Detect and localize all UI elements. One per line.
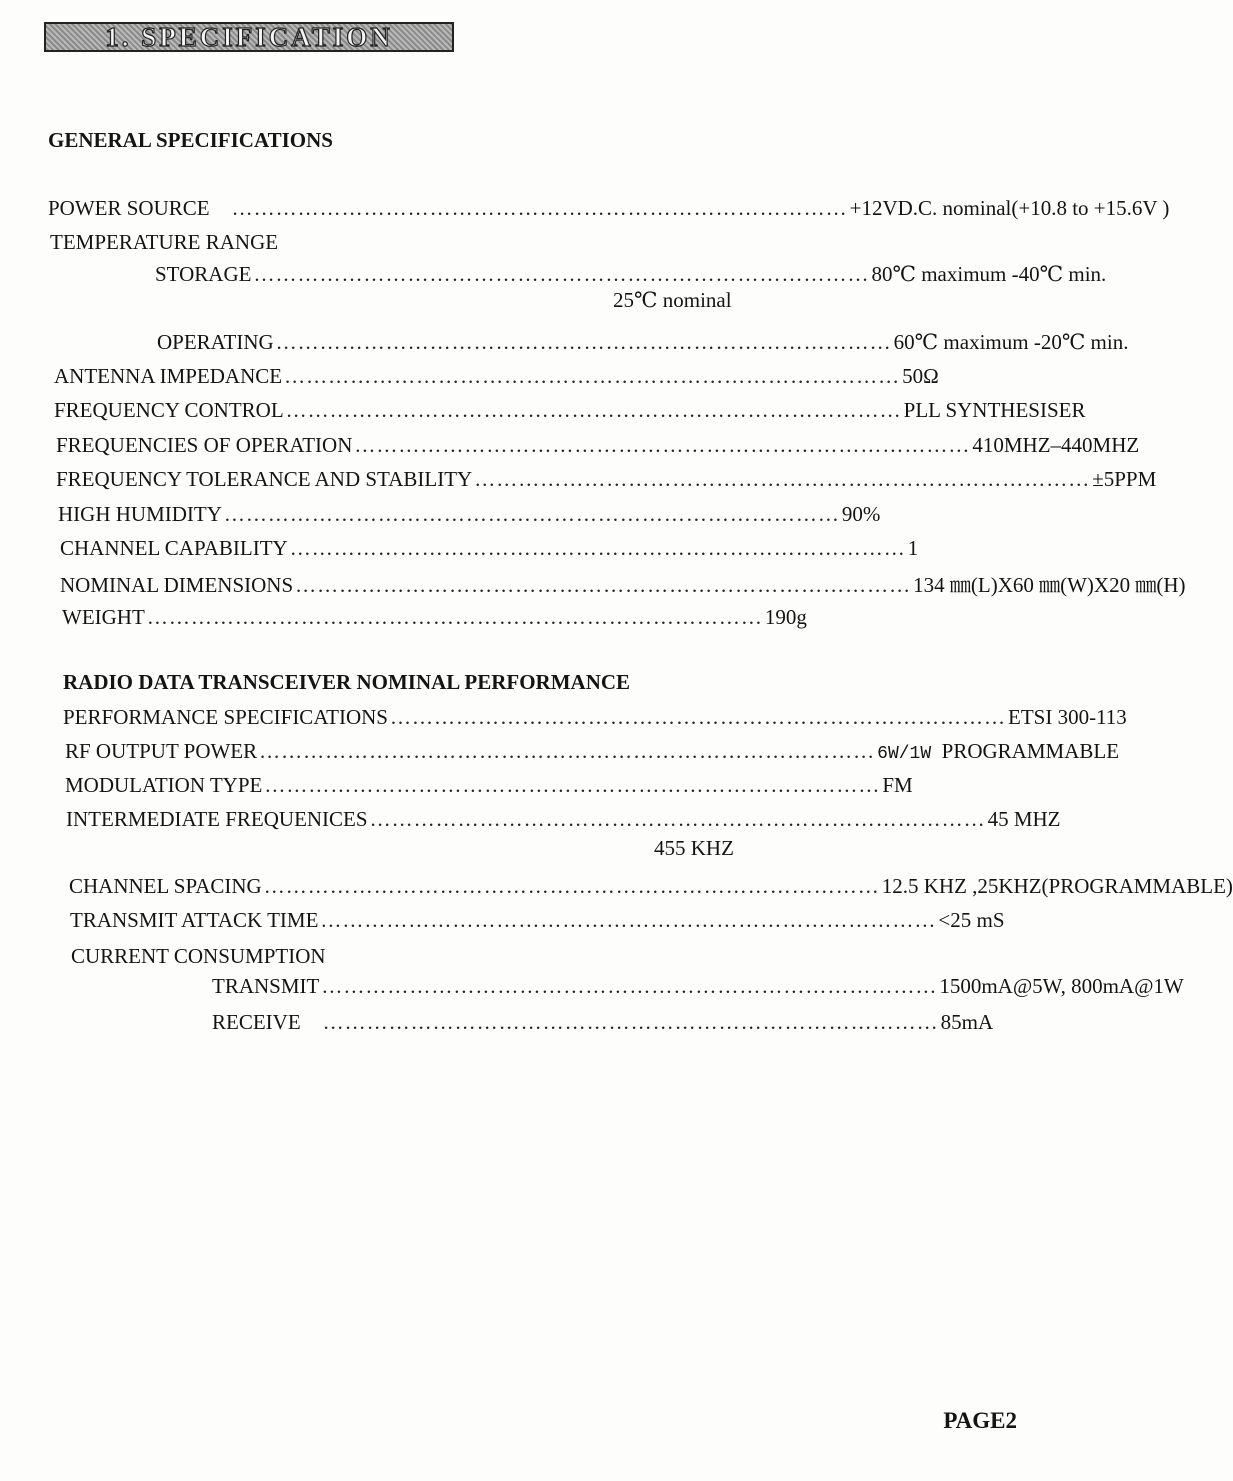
spec-storage-nominal: 25℃ nominal <box>613 288 732 312</box>
spec-nominal-dimensions <box>60 569 1186 597</box>
spec-label: ANTENNA IMPEDANCE <box>54 364 283 388</box>
spec-value: 60℃ maximum -20℃ min. <box>893 330 1129 354</box>
spec-channel-capability <box>60 536 919 562</box>
spec-transmit-attack-time <box>70 908 1005 934</box>
dot-leader: ………………………………………………………………………… <box>231 196 848 220</box>
radio-performance-heading: RADIO DATA TRANSCEIVER NOMINAL PERFORMANCE <box>63 670 631 694</box>
spec-label: STORAGE <box>155 262 252 286</box>
dot-leader: ………………………………………………………………………… <box>474 467 1091 491</box>
dot-leader: ………………………………………………………………………… <box>295 573 912 597</box>
spec-antenna-impedance <box>54 364 939 390</box>
spec-label: CHANNEL CAPABILITY <box>60 536 288 560</box>
spec-frequency-tolerance <box>56 467 1157 493</box>
dot-leader: ………………………………………………………………………… <box>284 364 901 388</box>
spec-label: FREQUENCY TOLERANCE AND STABILITY <box>56 467 473 491</box>
spec-high-humidity <box>58 502 881 528</box>
spec-value: ETSI 300-113 <box>1008 705 1127 729</box>
spec-value: 90% <box>841 502 881 526</box>
spec-label: INTERMEDIATE FREQUENICES <box>66 807 368 831</box>
dot-leader: ………………………………………………………………………… <box>354 433 971 457</box>
spec-current-consumption: CURRENT CONSUMPTION <box>71 944 326 968</box>
spec-label: WEIGHT <box>62 605 145 629</box>
dot-leader: ………………………………………………………………………… <box>285 398 902 422</box>
page-number: PAGE2 <box>943 1408 1017 1433</box>
spec-value: 1 <box>907 536 919 560</box>
spec-label: OPERATING <box>157 330 274 354</box>
spec-label: RECEIVE <box>212 1010 301 1034</box>
spec-frequencies-of-operation <box>56 433 1140 459</box>
spec-value: ±5PPM <box>1092 467 1157 491</box>
spec-value: 85mA <box>940 1010 994 1034</box>
spec-temperature-range: TEMPERATURE RANGE <box>50 230 279 254</box>
spec-rf-output-power <box>65 739 1120 765</box>
spec-label: CHANNEL SPACING <box>69 874 262 898</box>
spec-transmit-current <box>212 974 1184 1000</box>
dot-leader: ………………………………………………………………………… <box>263 874 880 898</box>
spec-label: TRANSMIT ATTACK TIME <box>70 908 319 932</box>
spec-label: FREQUENCY CONTROL <box>54 398 284 422</box>
spec-frequency-control <box>54 398 1086 424</box>
dot-leader: ………………………………………………………………………… <box>259 739 876 763</box>
spec-value: 12.5 KHZ ,25KHZ(PROGRAMMABLE) <box>881 874 1233 898</box>
spec-value: 410MHZ–440MHZ <box>972 433 1140 457</box>
section-title: 1. SPECIFICATION <box>105 21 393 52</box>
spec-performance-specifications <box>63 705 1127 731</box>
spec-value-power: 6W/1W <box>877 744 932 764</box>
spec-value: 190g <box>764 605 807 629</box>
section-title-banner <box>44 22 454 52</box>
spec-intermediate-frequency-2: 455 KHZ <box>654 836 734 860</box>
dot-leader: ………………………………………………………………………… <box>321 974 938 998</box>
spec-intermediate-frequencies <box>66 807 1061 833</box>
spec-receive-current <box>212 1010 994 1036</box>
spec-label: POWER SOURCE <box>48 196 210 220</box>
spec-value: PLL SYNTHESISER <box>903 398 1086 422</box>
dot-leader: ………………………………………………………………………… <box>146 605 763 629</box>
spec-value: 50Ω <box>902 364 939 388</box>
dot-leader: ………………………………………………………………………… <box>264 773 881 797</box>
spec-value: +12VD.C. nominal(+10.8 to +15.6V ) <box>849 196 1170 220</box>
spec-label: FREQUENCIES OF OPERATION <box>56 433 353 457</box>
spec-storage <box>155 262 1107 288</box>
spec-power-source <box>48 196 1170 222</box>
spec-label: RF OUTPUT POWER <box>65 739 258 763</box>
spec-label: HIGH HUMIDITY <box>58 502 222 526</box>
dot-leader: ………………………………………………………………………… <box>322 1010 939 1034</box>
spec-value: PROGRAMMABLE <box>931 739 1120 763</box>
dot-leader: ………………………………………………………………………… <box>390 705 1006 729</box>
spec-label: TRANSMIT <box>212 974 320 998</box>
dot-leader: ………………………………………………………………………… <box>223 502 840 526</box>
spec-modulation-type <box>65 773 913 799</box>
dot-leader: ………………………………………………………………………… <box>253 262 870 286</box>
spec-label: PERFORMANCE SPECIFICATIONS <box>63 705 388 729</box>
dot-leader: ………………………………………………………………………… <box>369 807 986 831</box>
dot-leader: ………………………………………………………………………… <box>275 330 892 354</box>
spec-value: 1500mA@5W, 800mA@1W <box>939 974 1184 998</box>
spec-value: 80℃ maximum -40℃ min. <box>871 262 1107 286</box>
spec-value: FM <box>882 773 913 797</box>
spec-value: <25 mS <box>938 908 1005 932</box>
spec-value: 45 MHZ <box>987 807 1061 831</box>
spec-label: NOMINAL DIMENSIONS <box>60 573 294 597</box>
dot-leader: ………………………………………………………………………… <box>289 536 906 560</box>
general-specifications-heading: GENERAL SPECIFICATIONS <box>48 128 333 152</box>
spec-operating <box>157 330 1129 356</box>
spec-label: MODULATION TYPE <box>65 773 263 797</box>
spec-weight <box>62 605 807 631</box>
spec-value: 134 ㎜(L)X60 ㎜(W)X20 ㎜(H) <box>913 573 1186 597</box>
dot-leader: ………………………………………………………………………… <box>320 908 937 932</box>
spec-channel-spacing <box>69 874 1233 900</box>
